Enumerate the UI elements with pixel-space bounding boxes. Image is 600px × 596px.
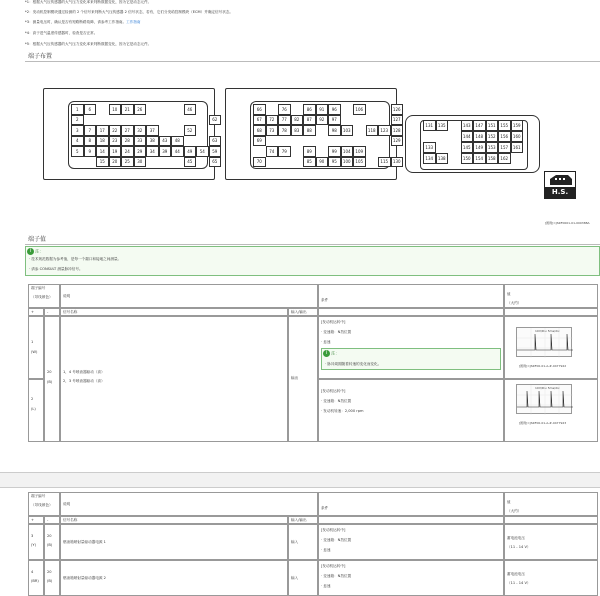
connector-a-pin: 1 [71, 104, 84, 115]
t2-row2-cond: [发动机运转中] · 变速箱：N挡位置 · 怠速 [318, 560, 504, 596]
section-terminal-values-title: 端子值 [28, 236, 47, 243]
connector-a-pin: 3 [71, 125, 84, 136]
connector-a-pin: 26 [134, 104, 147, 115]
connector-a-pin: 17 [96, 125, 109, 136]
connector-b-pin: 89 [303, 146, 316, 157]
connector-a-pin: 45 [184, 157, 197, 168]
connector-a-pin: 33 [134, 136, 147, 147]
t2-header-cond: 条件 [318, 492, 504, 516]
connector-c-pin: 151 [486, 120, 499, 131]
connector-a-pin: 2 [71, 115, 84, 126]
connector-c-pin: 145 [461, 142, 474, 153]
t1-io: 输出 [288, 316, 318, 442]
connector-a-pin: 30 [134, 157, 147, 168]
info-icon-2: i [323, 350, 330, 357]
connector-a-pin: 63 [209, 136, 222, 147]
connector-b-pin: 100 [341, 157, 354, 168]
t2-row2-signal: 燃油箱喷射量驱动器电源 2 [60, 560, 288, 596]
connector-a-pin: 34 [146, 146, 159, 157]
connector-a-pin: 28 [121, 136, 134, 147]
note-1: *1：根据大气压传感器的大气压力变化率来判断数据变化，因为它是动态元件。 [25, 0, 152, 4]
hs-logo-text: H.S. [545, 187, 575, 198]
connector-b-pin: 86 [303, 104, 316, 115]
connector-a-pin: 18 [96, 136, 109, 147]
connector-b-pin: 126 [391, 104, 404, 115]
connector-a-pin: 24 [121, 146, 134, 157]
connector-b-pin: 72 [266, 115, 279, 126]
connector-b-pin: 130 [391, 157, 404, 168]
t1-sub-signal: 信号名称 [60, 308, 288, 316]
connector-a-pin: 5 [71, 146, 84, 157]
connector-b-pin: 67 [253, 115, 266, 126]
page-break [0, 472, 600, 488]
hint-line-2: · 请参 CONSULT 测量脉冲信号。 [29, 267, 83, 271]
connector-b-pin: 77 [278, 115, 291, 126]
connector-c-pin: 152 [486, 131, 499, 142]
work-guide-link[interactable]: 工作指南 [126, 20, 141, 24]
connector-c-pin: 144 [461, 131, 474, 142]
connector-a-pin: 52 [184, 125, 197, 136]
connector-diagram [25, 62, 600, 225]
connector-a-pin: 39 [159, 146, 172, 157]
connector-a-pin: 44 [171, 146, 184, 157]
hs-logo [544, 171, 576, 199]
connector-b-pin: 97 [328, 115, 341, 126]
t2-sub-io: 输入/输出 [288, 516, 318, 524]
connector-c-pin: 147 [473, 120, 486, 131]
t1-sub-blank-2 [504, 308, 598, 316]
connector-icon [546, 173, 576, 187]
t1-signal: 1，4 号喷油器驱动（高） 2，3 号喷油器驱动（高） [60, 316, 288, 442]
connector-a-pin: 15 [96, 157, 109, 168]
t2-row2-value: 蓄电池电压 （11 - 14 V） [504, 560, 598, 596]
section-terminal-layout-title: 端子布置 [28, 53, 53, 60]
connector-a-pin: 46 [184, 104, 197, 115]
t2-header-desc: 说明 [60, 492, 318, 516]
connector-b-pin: 92 [316, 115, 329, 126]
connector-c-pin: 133 [423, 142, 436, 153]
t1-header-value: 值 （大约） [504, 284, 598, 308]
connector-c-pin: 134 [423, 153, 436, 164]
t2-sub-plus: + [28, 516, 44, 524]
connector-c-pin: 162 [498, 153, 511, 164]
connector-b-pin: 98 [328, 125, 341, 136]
t2-row2-minus: 20 (B) [44, 560, 60, 596]
connector-c-pin: 159 [511, 120, 524, 131]
t1-row1-plus: 1 (W) [28, 316, 44, 379]
connector-b-pin: 115 [378, 157, 391, 168]
connector-b-pin: 70 [253, 157, 266, 168]
t1-cond-note: i 注： · 脉冲周期随着转速的变化而变化。 [321, 348, 501, 370]
connector-c-pin: 143 [461, 120, 474, 131]
connector-c-pin: 157 [498, 142, 511, 153]
connector-a-pin: 19 [109, 146, 122, 157]
connector-b-pin: 76 [278, 104, 291, 115]
t1-row2-plus: 2 (L) [28, 379, 44, 442]
connector-b-pin: 123 [378, 125, 391, 136]
connector-b-pin: 66 [253, 104, 266, 115]
connector-b-pin: 87 [303, 115, 316, 126]
connector-a-pin: 43 [159, 136, 172, 147]
waveform-2-id: [图例]=JSRF00-01-A-#-0477923 [519, 421, 567, 425]
note-2: *2：发动机控制模块通过检测的 2 个信号来判断大气压传感器 2 信号状态，若有，它们分发给控制模块（ECM）并确定信号状态。 [25, 10, 233, 14]
note-4: *4：高于进气温度传感器时，检查是否正常。 [25, 31, 98, 35]
note-5: *5：根据大气压传感器的大气压力变化率来判断数据变化，因为它是动态元件。 [25, 42, 152, 46]
t2-row2-io: 输入 [288, 560, 318, 596]
t2-row1-cond: [发动机运转中] · 变速箱：N挡位置 · 怠速 [318, 524, 504, 560]
connector-a-pin: 54 [196, 146, 209, 157]
connector-b-pin: 74 [266, 146, 279, 157]
connector-a-pin: 6 [84, 104, 97, 115]
section-divider-2 [25, 244, 600, 245]
t1-header-cond: 条件 [318, 284, 504, 308]
connector-b-pin: 103 [341, 125, 354, 136]
note-3: *3：测量电压时，确认是否有短路断路故障，请参考工作指南。工作指南 [25, 20, 141, 24]
connector-b-pin: 104 [341, 146, 354, 157]
connector-b-pin: 91 [316, 104, 329, 115]
connector-b-pin: 96 [328, 104, 341, 115]
connector-b-pin: 127 [391, 115, 404, 126]
hint-line-1: · 技术规范数据为参考值，是每一个端口和接地之间测量。 [29, 257, 122, 261]
t1-header-terminal: 端子编号 （导线颜色） [28, 284, 60, 308]
connector-c-pin: 131 [423, 120, 436, 131]
connector-c-pin: 160 [511, 131, 524, 142]
connector-b-pin: 106 [353, 104, 366, 115]
t1-sub-blank [318, 308, 504, 316]
connector-a-pin: 22 [109, 125, 122, 136]
t1-sub-io: 输入/输出 [288, 308, 318, 316]
connector-a-pin: 32 [134, 125, 147, 136]
hint-title: i 注： [27, 248, 43, 255]
waveform-1: 10V/Div 5ms/div [516, 327, 572, 357]
connector-b-pin: 83 [291, 125, 304, 136]
connector-a-pin: 65 [209, 157, 222, 168]
terminal-table-2 [28, 492, 598, 596]
connector-c-pin: 154 [473, 153, 486, 164]
connector-b-pin: 128 [391, 125, 404, 136]
hint-box [25, 246, 600, 276]
connector-a-pin: 59 [209, 146, 222, 157]
connector-a-pin: 37 [146, 125, 159, 136]
connector-b-pin: 85 [303, 157, 316, 168]
connector-b-pin: 95 [328, 157, 341, 168]
t2-row1-plus: 3 (Y) [28, 524, 44, 560]
t2-sub-minus: - [44, 516, 60, 524]
connector-a-pin: 38 [146, 136, 159, 147]
t2-sub-signal: 信号名称 [60, 516, 288, 524]
connector-a-pin: 14 [96, 146, 109, 157]
connector-b-pin: 109 [353, 146, 366, 157]
connector-c-pin: 148 [473, 131, 486, 142]
t2-row1-io: 输入 [288, 524, 318, 560]
t2-sub-blank [318, 516, 504, 524]
connector-a-pin: 20 [109, 157, 122, 168]
connector-b-pin: 129 [391, 136, 404, 147]
connector-a-pin: 21 [121, 104, 134, 115]
t1-header-desc: 说明 [60, 284, 318, 308]
connector-c-pin: 135 [436, 120, 449, 131]
connector-b-pin: 90 [316, 157, 329, 168]
connector-b-pin: 68 [253, 125, 266, 136]
connector-a-pin: 23 [109, 136, 122, 147]
t1-sub-plus: + [28, 308, 44, 316]
connector-c-pin: 155 [498, 120, 511, 131]
t2-row1-signal: 燃油箱喷射量驱动器电源 1 [60, 524, 288, 560]
connector-a-pin: 27 [121, 125, 134, 136]
info-icon: i [27, 248, 34, 255]
connector-c-pin: 150 [461, 153, 474, 164]
connector-b-pin: 79 [278, 146, 291, 157]
t1-cond-2: [发动机运转中] · 变速箱：N挡位置 · 发动机转速：2,000 rpm [318, 379, 504, 442]
connector-c-pin: 149 [473, 142, 486, 153]
t2-sub-blank-2 [504, 516, 598, 524]
connector-b-pin: 99 [328, 146, 341, 157]
t2-row1-minus: 20 (B) [44, 524, 60, 560]
figure-id-1: [图例]=JSRF0001-01-000388A [545, 221, 590, 225]
connector-c-pin: 158 [486, 153, 499, 164]
t2-row2-plus: 4 (BR) [28, 560, 44, 596]
connector-c-pin: 138 [436, 153, 449, 164]
connector-a-pin: 7 [84, 125, 97, 136]
waveform-2: 10V/Div 5ms/div [516, 384, 572, 414]
t2-header-terminal: 端子编号 （导线颜色） [28, 492, 60, 516]
t1-sub-minus: - [44, 308, 60, 316]
waveform-1-id: [图例]=JSRF00-01-A-#-0477922 [519, 364, 567, 368]
connector-b-pin: 82 [291, 115, 304, 126]
connector-b-pin: 78 [278, 125, 291, 136]
connector-a-pin: 10 [109, 104, 122, 115]
t1-minus: 20 (B) [44, 316, 60, 442]
connector-a-pin: 8 [84, 136, 97, 147]
connector-b-pin: 88 [303, 125, 316, 136]
t2-row1-value: 蓄电池电压 （11 - 14 V） [504, 524, 598, 560]
connector-c-pin: 156 [498, 131, 511, 142]
connector-c-pin: 153 [486, 142, 499, 153]
connector-b-pin: 118 [366, 125, 379, 136]
t2-header-value: 值 （大约） [504, 492, 598, 516]
connector-a-pin: 62 [209, 115, 222, 126]
connector-b-pin: 105 [353, 157, 366, 168]
t1-cond-1: [发动机运转中] · 变速箱：N挡位置 · 怠速 [318, 316, 504, 379]
connector-a-pin: 4 [71, 136, 84, 147]
connector-a-pin: 9 [84, 146, 97, 157]
connector-a-pin: 49 [184, 146, 197, 157]
terminal-table-1 [28, 284, 598, 442]
connector-a-pin: 25 [121, 157, 134, 168]
connector-b-pin: 73 [266, 125, 279, 136]
connector-a-pin: 48 [171, 136, 184, 147]
connector-c-pin: 161 [511, 142, 524, 153]
connector-a-pin: 29 [134, 146, 147, 157]
connector-b-pin: 69 [253, 136, 266, 147]
